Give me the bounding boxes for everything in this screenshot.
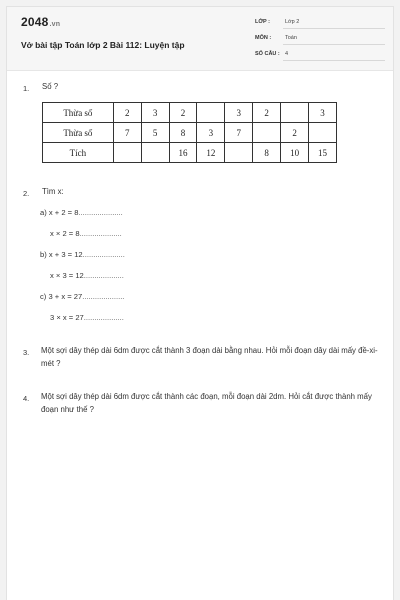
meta-subject-line [283, 34, 385, 45]
find-x-item [50, 271, 124, 280]
table-cell: 5 [141, 123, 169, 143]
worksheet-page [6, 6, 394, 600]
logo-suffix: .vn [49, 21, 61, 28]
question-3-number: 3. [23, 348, 30, 357]
table-cell: 16 [169, 143, 197, 163]
table-cell: 10 [281, 143, 309, 163]
table-cell: 2 [169, 103, 197, 123]
find-x-equation: x + 2 = 8 [48, 208, 79, 217]
table-blank-cell[interactable] [225, 143, 253, 163]
worksheet-header [7, 7, 393, 71]
find-x-equation: 3 × x = 27 [50, 313, 84, 322]
find-x-item [40, 208, 123, 217]
table-cell: 12 [197, 143, 225, 163]
answer-blank[interactable]: .................... [79, 229, 122, 238]
question-4-number: 4. [23, 394, 30, 403]
meta-class-label: LỚP : [255, 19, 270, 25]
question-3-text: Một sợi dây thép dài 6dm được cắt thành 3 đoạn dài bằng nhau. Hỏi mỗi đoạn dây dài mấy đề-xi-mét ? [41, 346, 378, 368]
find-x-item [50, 229, 122, 238]
page-title: Vở bài tập Toán lớp 2 Bài 112: Luyện tập [21, 40, 185, 50]
find-x-item [40, 292, 124, 301]
meta-class-value: Lớp 2 [285, 19, 300, 25]
multiplication-table [42, 102, 337, 163]
meta-count-label: SỐ CÂU : [255, 51, 280, 57]
table-row [43, 143, 337, 163]
answer-blank[interactable]: ..................... [78, 208, 123, 217]
table-cell: 3 [309, 103, 337, 123]
question-1-number: 1. [23, 84, 30, 93]
table-blank-cell[interactable] [141, 143, 169, 163]
find-x-equation: 3 + x = 27 [48, 292, 83, 301]
answer-blank[interactable]: .................... [82, 250, 125, 259]
table-cell: 2 [113, 103, 141, 123]
table-row-header: Thừa số [43, 123, 114, 143]
find-x-item [50, 313, 124, 322]
answer-blank[interactable]: ................... [83, 313, 124, 322]
answer-blank[interactable]: .................... [82, 292, 125, 301]
table-row [43, 103, 337, 123]
question-4-text: Một sợi dây thép dài 6dm được cắt thành các đoạn, mỗi đoạn dài 2dm. Hỏi cắt được thành mấy đoạn như thế ? [41, 392, 372, 414]
table-row [43, 123, 337, 143]
meta-count-value: 4 [285, 51, 289, 57]
table-cell: 3 [141, 103, 169, 123]
question-1-text: Số ? [42, 82, 59, 91]
find-x-label: c) [40, 292, 49, 301]
table-cell: 8 [169, 123, 197, 143]
table-blank-cell[interactable] [309, 123, 337, 143]
table-cell: 2 [281, 123, 309, 143]
meta-subject-label: MÔN : [255, 35, 272, 41]
meta-subject-value: Toán [285, 35, 297, 41]
find-x-label: a) [40, 208, 49, 217]
table-cell: 3 [225, 103, 253, 123]
table-cell: 3 [197, 123, 225, 143]
meta-count-line [283, 50, 385, 61]
answer-blank[interactable]: ................... [83, 271, 124, 280]
meta-question-count [255, 49, 385, 63]
table-row-header: Thừa số [43, 103, 114, 123]
table-cell: 2 [253, 103, 281, 123]
find-x-item [40, 250, 125, 259]
find-x-equation: x × 3 = 12 [50, 271, 84, 280]
question-2-text: Tìm x: [42, 187, 64, 196]
table-blank-cell[interactable] [197, 103, 225, 123]
table-cell: 15 [309, 143, 337, 163]
question-2-number: 2. [23, 189, 30, 198]
table-cell: 8 [253, 143, 281, 163]
meta-subject [255, 33, 385, 47]
table-blank-cell[interactable] [253, 123, 281, 143]
find-x-equation: x × 2 = 8 [50, 229, 80, 238]
meta-class [255, 17, 385, 31]
logo-main: 2048 [21, 15, 49, 29]
table-cell: 7 [113, 123, 141, 143]
table-row-header: Tích [43, 143, 114, 163]
table-blank-cell[interactable] [281, 103, 309, 123]
find-x-label: b) [40, 250, 49, 259]
table-blank-cell[interactable] [113, 143, 141, 163]
table-cell: 7 [225, 123, 253, 143]
site-logo[interactable] [21, 15, 60, 29]
find-x-equation: x + 3 = 12 [48, 250, 83, 259]
